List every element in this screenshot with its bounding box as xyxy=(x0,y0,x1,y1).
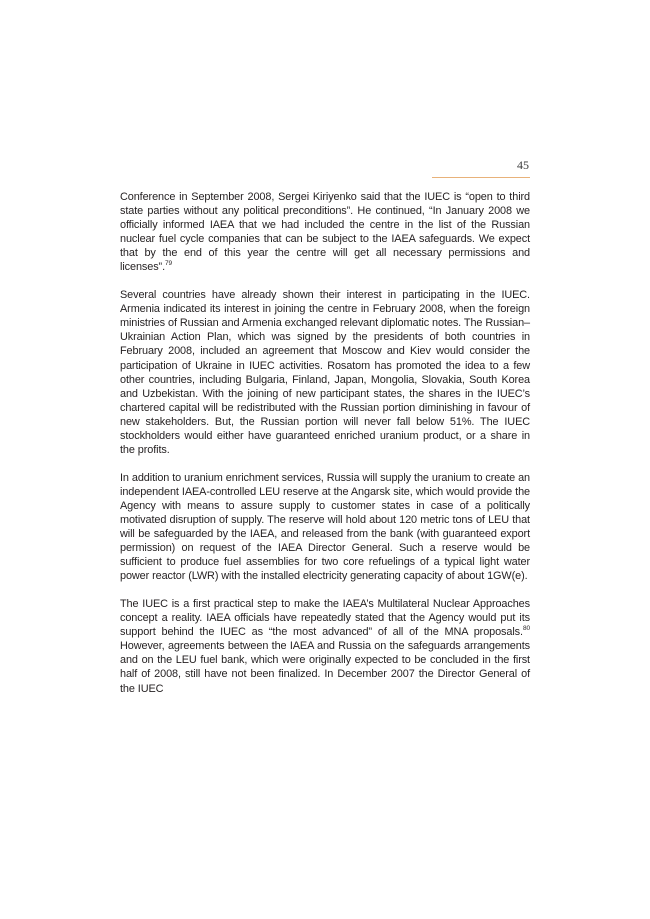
page-number: 45 xyxy=(517,158,529,172)
paragraph-iuec-open-to-third-states xyxy=(120,190,530,274)
paragraph-leu-reserve xyxy=(120,471,530,583)
paragraph-text: Conference in September 2008, Sergei Kiriyenko said that the IUEC is “open to third state parties without any political preconditions”. He continued, “In January 2008 we officially informed IAEA that we had included the centre in the list of the Russian nuclear fuel cycle companies that can be subject to the IAEA safeguards. We expect that by the end of this year the centre will get all necessary permissions and licenses”. xyxy=(120,191,530,274)
paragraph-text: In addition to uranium enrichment services, Russia will supply the uranium to create an independent IAEA-controlled LEU reserve at the Angarsk site, which would provide the Agency with means to assure supply to customer states in case of a politically motivated disruption of supply. The reserve will hold about 120 metric tons of LEU that will be safeguarded by the IAEA, and released from the bank (with guaranteed export permission) on request of the IAEA Director General. Such a reserve would be sufficient to produce fuel assemblies for two core refuelings of a typical light water power reactor (LWR) with the installed electricity generating capacity of about 1GW(e). xyxy=(120,471,530,583)
footnote-reference: 79 xyxy=(165,259,173,267)
header-rule xyxy=(432,177,530,178)
paragraph-text: Several countries have already shown their interest in participating in the IUEC. Armenia indicated its interest in joining the centre in February 2008, when the foreign ministries of Russian and Armenia exchanged relevant diplomatic notes. The Russian–Ukrainian Action Plan, which was signed by the presidents of both countries in February 2008, included an agreement that Moscow and Kiev would consider the participation of Ukraine in IUEC activities. Rosatom has promoted the idea to a few other countries, including Bulgaria, Finland, Japan, Mongolia, Slovakia, South Korea and Uzbekistan. With the joining of new participant states, the shares in the IUEC’s chartered capital will be redistributed with the Russian portion diminishing in favour of new stakeholders. But, the Russian portion will never fall below 51%. The IUEC stockholders would either have guaranteed enriched uranium product, or a share in the profits. xyxy=(120,289,530,456)
footnote-reference: 80 xyxy=(522,624,530,632)
body-text xyxy=(120,190,530,696)
paragraph-mna-concept xyxy=(120,597,530,695)
paragraph-text: The IUEC is a first practical step to make the IAEA’s Multilateral Nuclear Approaches concept a reality. IAEA officials have repeatedly stated that the Agency would put its support behind the IUEC as “the most advanced” of all of the MNA proposals. xyxy=(120,598,530,639)
paragraph-participating-countries xyxy=(120,288,530,457)
paragraph-text: However, agreements between the IAEA and Russia on the safeguards arrangements and on the LEU fuel bank, which were originally expected to be concluded in the first half of 2008, still have not been finalized. In December 2007 the Director General of the IUEC xyxy=(120,640,530,695)
